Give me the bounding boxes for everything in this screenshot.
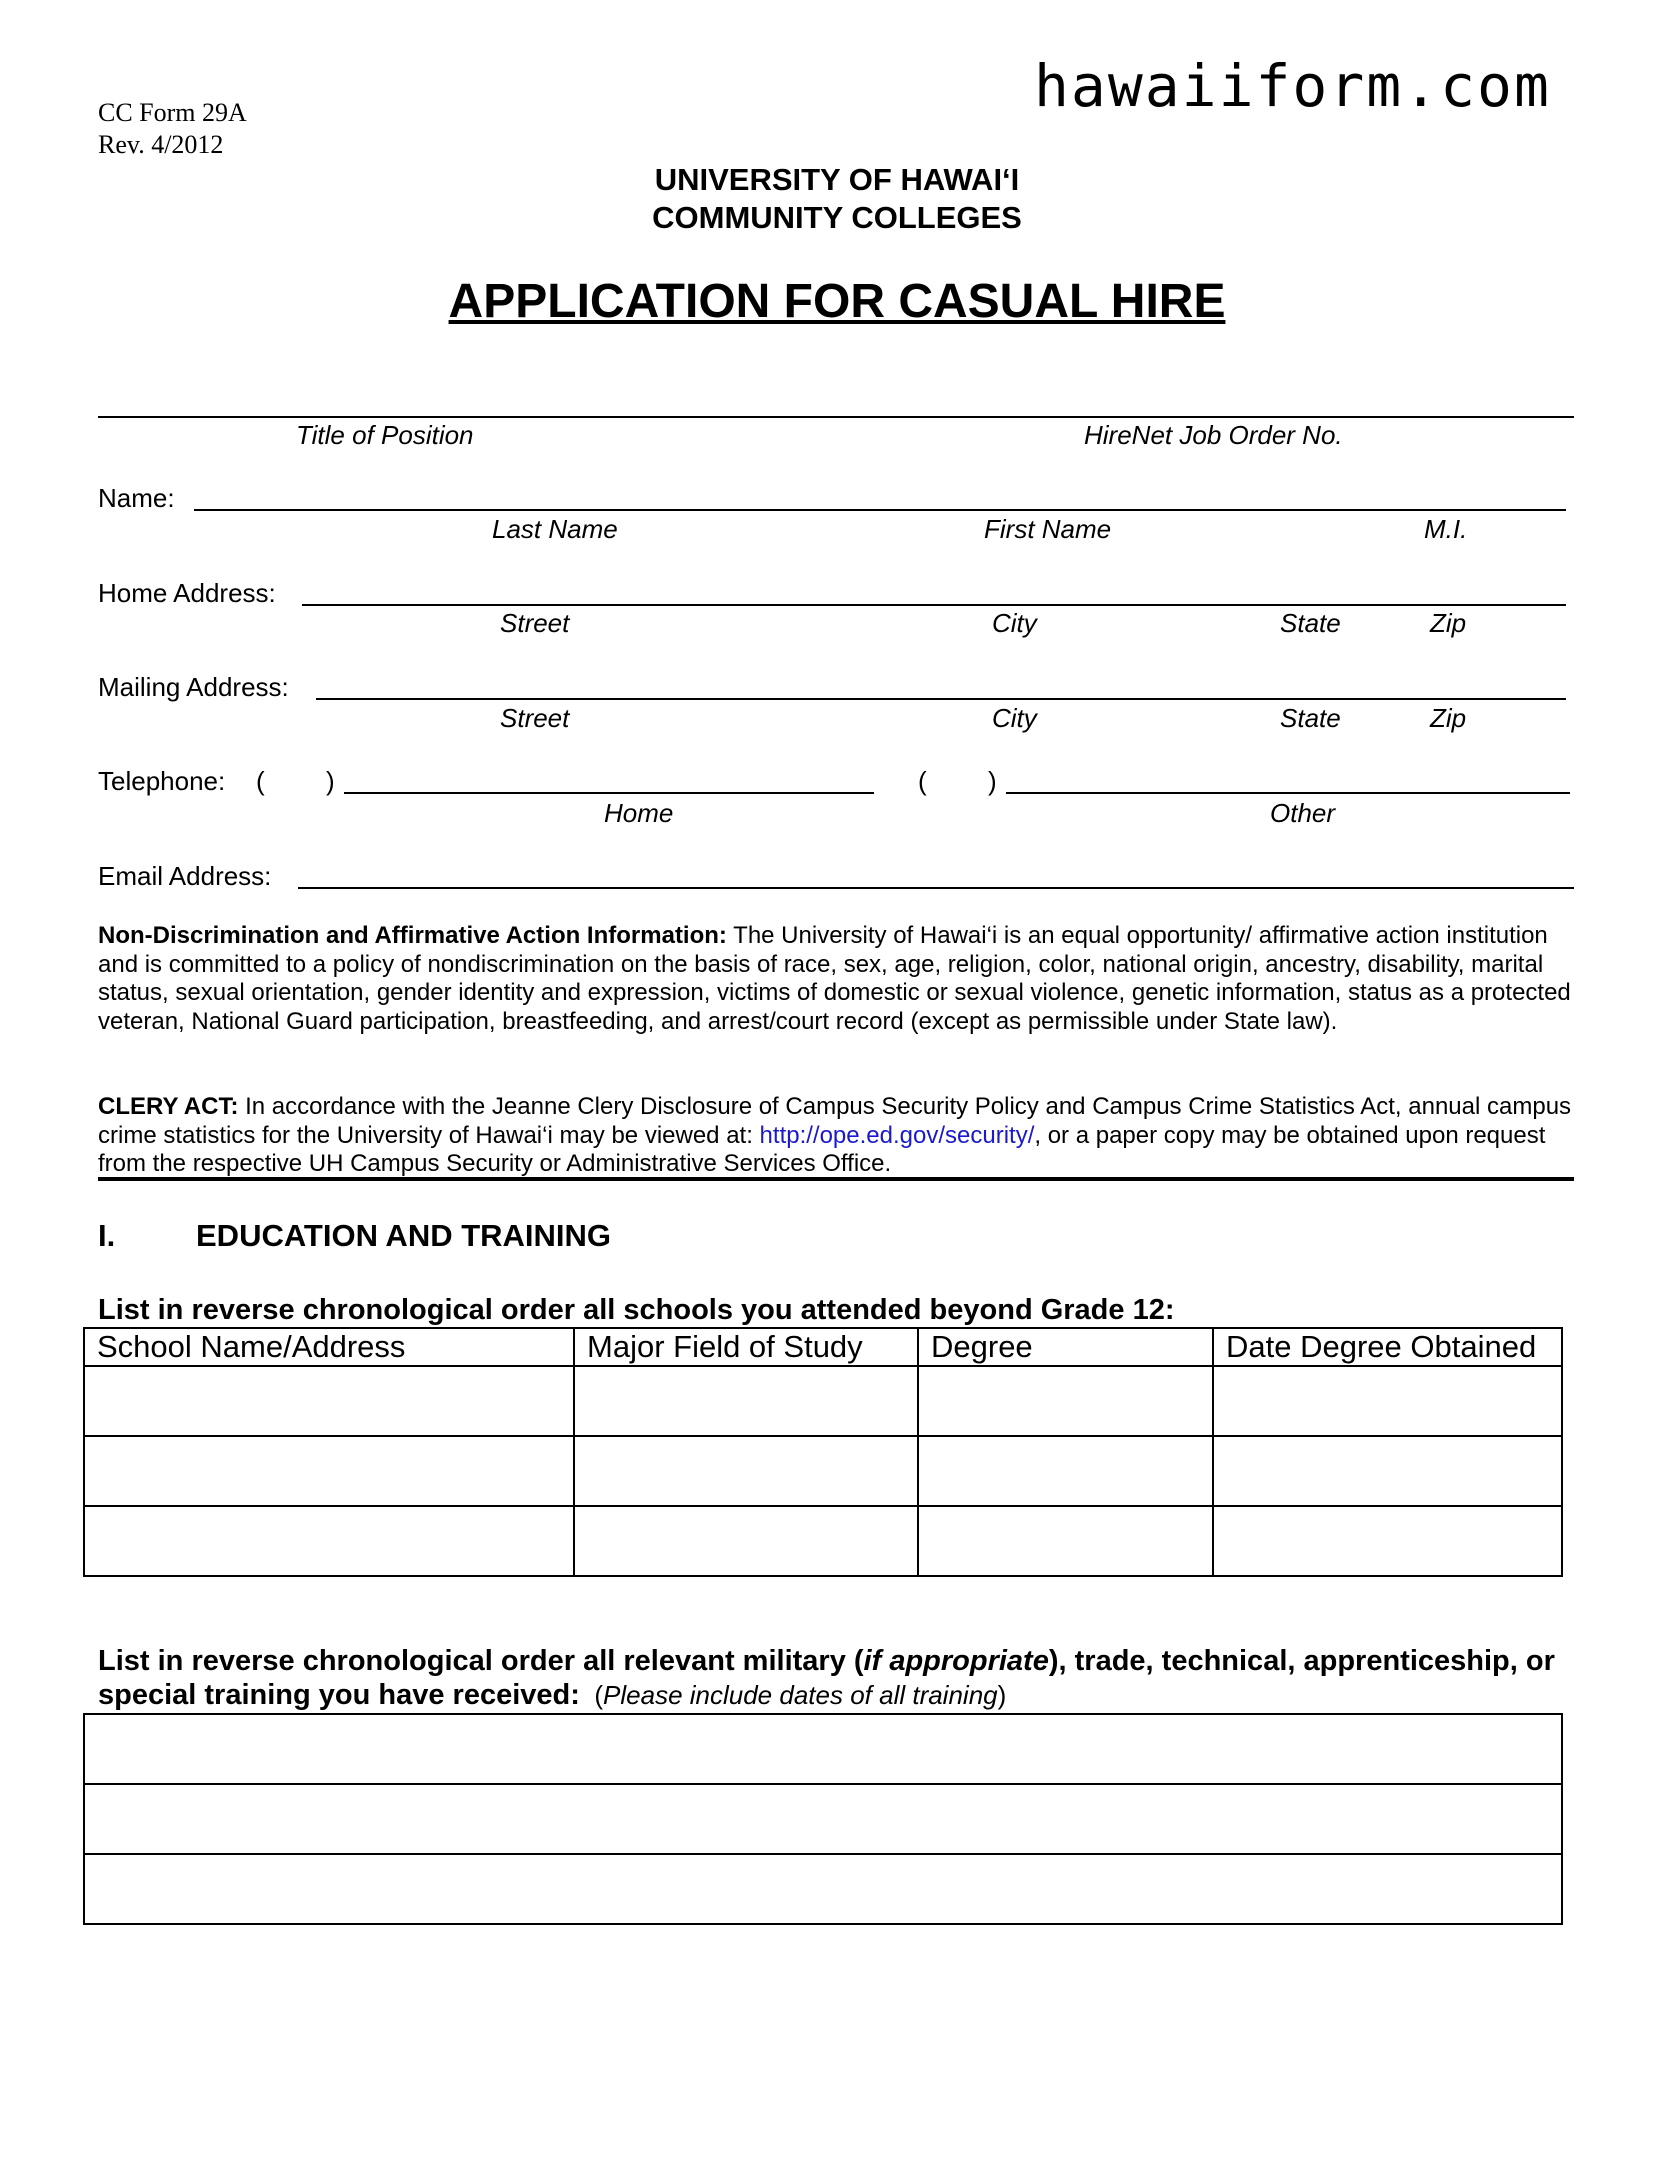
home-street-label: Street <box>500 608 570 638</box>
hirenet-job-order-label: HireNet Job Order No. <box>1084 420 1343 450</box>
table-cell[interactable] <box>918 1436 1213 1506</box>
schools-table-header <box>84 1328 1562 1366</box>
section-number: I. <box>98 1218 116 1253</box>
training-instruction-part-1: List in reverse chronological order all relevant military ( <box>98 1645 864 1677</box>
table-cell[interactable] <box>84 1506 574 1576</box>
page-title: APPLICATION FOR CASUAL HIRE <box>448 275 1226 328</box>
first-name-label: First Name <box>984 514 1112 544</box>
mailing-street-label: Street <box>500 703 570 733</box>
home-area-code-close: ) <box>326 766 335 796</box>
mi-label: M.I. <box>1424 514 1468 544</box>
schools-instruction: List in reverse chronological order all schools you attended beyond Grade 12: <box>98 1294 1175 1326</box>
column-header: Major Field of Study <box>574 1328 918 1366</box>
table-row <box>84 1506 1562 1576</box>
title-of-position-label: Title of Position <box>296 420 474 450</box>
schools-table <box>83 1327 1563 1577</box>
table-cell[interactable] <box>84 1714 1562 1784</box>
table-cell[interactable] <box>84 1436 574 1506</box>
home-zip-label: Zip <box>1430 608 1467 638</box>
training-table <box>83 1713 1563 1925</box>
home-phone-field[interactable] <box>344 792 874 794</box>
training-instruction-italic: if appropriate <box>863 1645 1049 1677</box>
other-area-code-open: ( <box>918 766 927 796</box>
table-cell[interactable] <box>1213 1506 1562 1576</box>
last-name-label: Last Name <box>492 514 618 544</box>
other-phone-field[interactable] <box>1006 792 1570 794</box>
table-cell[interactable] <box>84 1854 1562 1924</box>
training-instruction-part-2: ), trade, technical, apprenticeship, or special training you have received: <box>98 1645 1555 1711</box>
table-row <box>84 1784 1562 1854</box>
table-cell[interactable] <box>84 1366 574 1436</box>
nondiscrimination-text: The University of Hawai‘i is an equal opportunity/ affirmative action institution and is committed to a policy of nondiscrimination on the basis of race, sex, age, religion, color, national origin, ancestry, disability, marital status, sexual orientation, gender identity and expression, victims of domestic or sexual violence, genetic information, status as a protected veteran, National Guard participation, breastfeeding, and arrest/court record (except as permissible under State law). <box>98 922 1571 1035</box>
mailing-address-field[interactable] <box>316 698 1566 700</box>
section-heading: EDUCATION AND TRAINING <box>196 1218 612 1253</box>
watermark: hawaiiform.com <box>1034 52 1551 120</box>
column-header: Date Degree Obtained <box>1213 1328 1562 1366</box>
home-state-label: State <box>1280 608 1341 638</box>
institution-line-2: COMMUNITY COLLEGES <box>652 200 1022 235</box>
name-field[interactable] <box>194 509 1566 511</box>
training-note-text: Please include dates of all training <box>603 1680 998 1710</box>
table-cell[interactable] <box>1213 1366 1562 1436</box>
table-cell[interactable] <box>574 1506 918 1576</box>
home-phone-label: Home <box>604 798 674 828</box>
home-address-label: Home Address: <box>98 578 276 608</box>
form-revision: Rev. 4/2012 <box>98 130 224 159</box>
section-divider <box>98 1177 1574 1181</box>
mailing-city-label: City <box>992 703 1037 733</box>
clery-heading: CLERY ACT: <box>98 1093 239 1120</box>
table-row <box>84 1854 1562 1924</box>
clery-text-end: , or a paper copy may be obtained upon request from the respective UH Campus Security or Administrative Services Office. <box>98 1121 1546 1177</box>
other-phone-label: Other <box>1270 798 1336 828</box>
table-cell[interactable] <box>1213 1436 1562 1506</box>
mailing-zip-label: Zip <box>1430 703 1467 733</box>
institution-line-1: UNIVERSITY OF HAWAI‘I <box>654 162 1020 197</box>
training-note: (Please include dates of all training) <box>579 1680 1007 1710</box>
table-cell[interactable] <box>918 1366 1213 1436</box>
mailing-state-label: State <box>1280 703 1341 733</box>
table-row <box>84 1714 1562 1784</box>
column-header: Degree <box>918 1328 1213 1366</box>
home-address-field[interactable] <box>302 604 1566 606</box>
table-cell[interactable] <box>918 1506 1213 1576</box>
clery-link[interactable]: http://ope.ed.gov/security/ <box>759 1121 1035 1149</box>
other-area-code-close: ) <box>988 766 997 796</box>
clery-act-notice <box>98 1093 1578 1179</box>
mailing-address-label: Mailing Address: <box>98 672 289 702</box>
name-label: Name: <box>98 483 175 513</box>
column-header: School Name/Address <box>84 1328 574 1366</box>
table-cell[interactable] <box>84 1784 1562 1854</box>
table-cell[interactable] <box>574 1366 918 1436</box>
form-number: CC Form 29A <box>98 98 247 127</box>
telephone-label: Telephone: <box>98 766 226 796</box>
clery-text: In accordance with the Jeanne Clery Disclosure of Campus Security Policy and Campus Crime Statistics Act, annual campus crime statistics for the University of Hawai‘i may be viewed at: <box>98 1093 1572 1149</box>
table-row <box>84 1366 1562 1436</box>
table-cell[interactable] <box>574 1436 918 1506</box>
title-of-position-field[interactable] <box>98 416 1574 418</box>
training-instruction <box>98 1644 1598 1712</box>
nondiscrimination-notice <box>98 922 1578 1036</box>
email-field[interactable] <box>298 887 1574 889</box>
home-city-label: City <box>992 608 1037 638</box>
table-row <box>84 1436 1562 1506</box>
email-label: Email Address: <box>98 861 272 891</box>
home-area-code-open: ( <box>256 766 265 796</box>
nondiscrimination-heading: Non-Discrimination and Affirmative Action Information: <box>98 922 727 949</box>
